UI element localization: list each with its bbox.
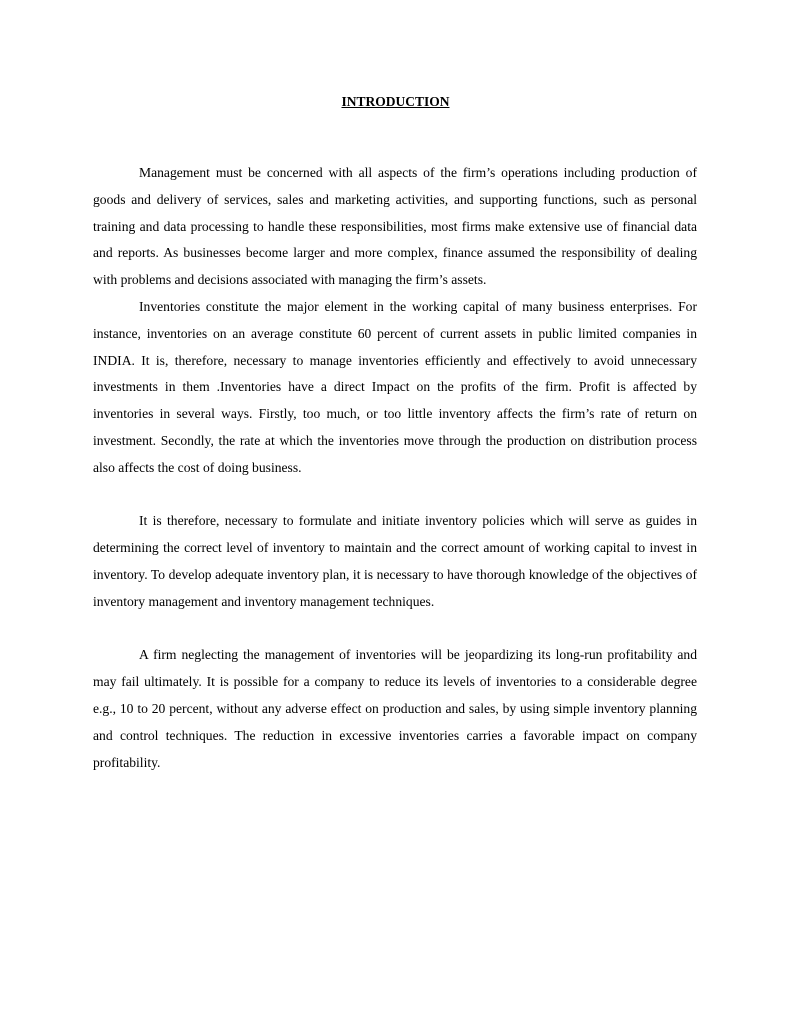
paragraph-inventories: Inventories constitute the major element in the working capital of many business enterprises. For instance, inventories on an average constitute 60 percent of current assets in public limited companies in INDIA. It is, therefore, necessary to manage inventories efficiently and effectively to avoid unnecessary investments in them .Inventories have a direct Impact on the profits of the firm. Profit is affected by inventories in several ways. Firstly, too much, or too little inventory affects the firm’s rate of return on investment. Secondly, the rate at which the inventories move through the production on distribution process also affects the cost of doing business. — [93, 298, 697, 475]
paragraph-management: Management must be concerned with all aspects of the firm’s operations including production of goods and delivery of services, sales and marketing activities, and supporting functions, such as personal training and data processing to handle these responsibilities, most firms make extensive use of financial data and reports. As businesses become larger and more complex, finance assumed the responsibility of dealing with problems and decisions associated with managing the firm’s assets. — [93, 165, 697, 288]
page-title: INTRODUCTION — [341, 94, 450, 109]
paragraph-inventory-policies: It is therefore, necessary to formulate and initiate inventory policies which will serve as guides in determining the correct level of inventory to maintain and the correct amount of working capital to invest in inventory. To develop adequate inventory plan, it is necessary to have thorough knowledge of the objectives of inventory management and inventory management techniques. — [93, 513, 697, 609]
paragraph-neglecting-management: A firm neglecting the management of inventories will be jeopardizing its long-run profitability and may fail ultimately. It is possible for a company to reduce its levels of inventories to a considerable degree e.g., 10 to 20 percent, without any adverse effect on production and sales, by using simple inventory planning and control techniques. The reduction in excessive inventories carries a favorable impact on company profitability. — [93, 647, 697, 770]
document-body — [93, 160, 697, 776]
